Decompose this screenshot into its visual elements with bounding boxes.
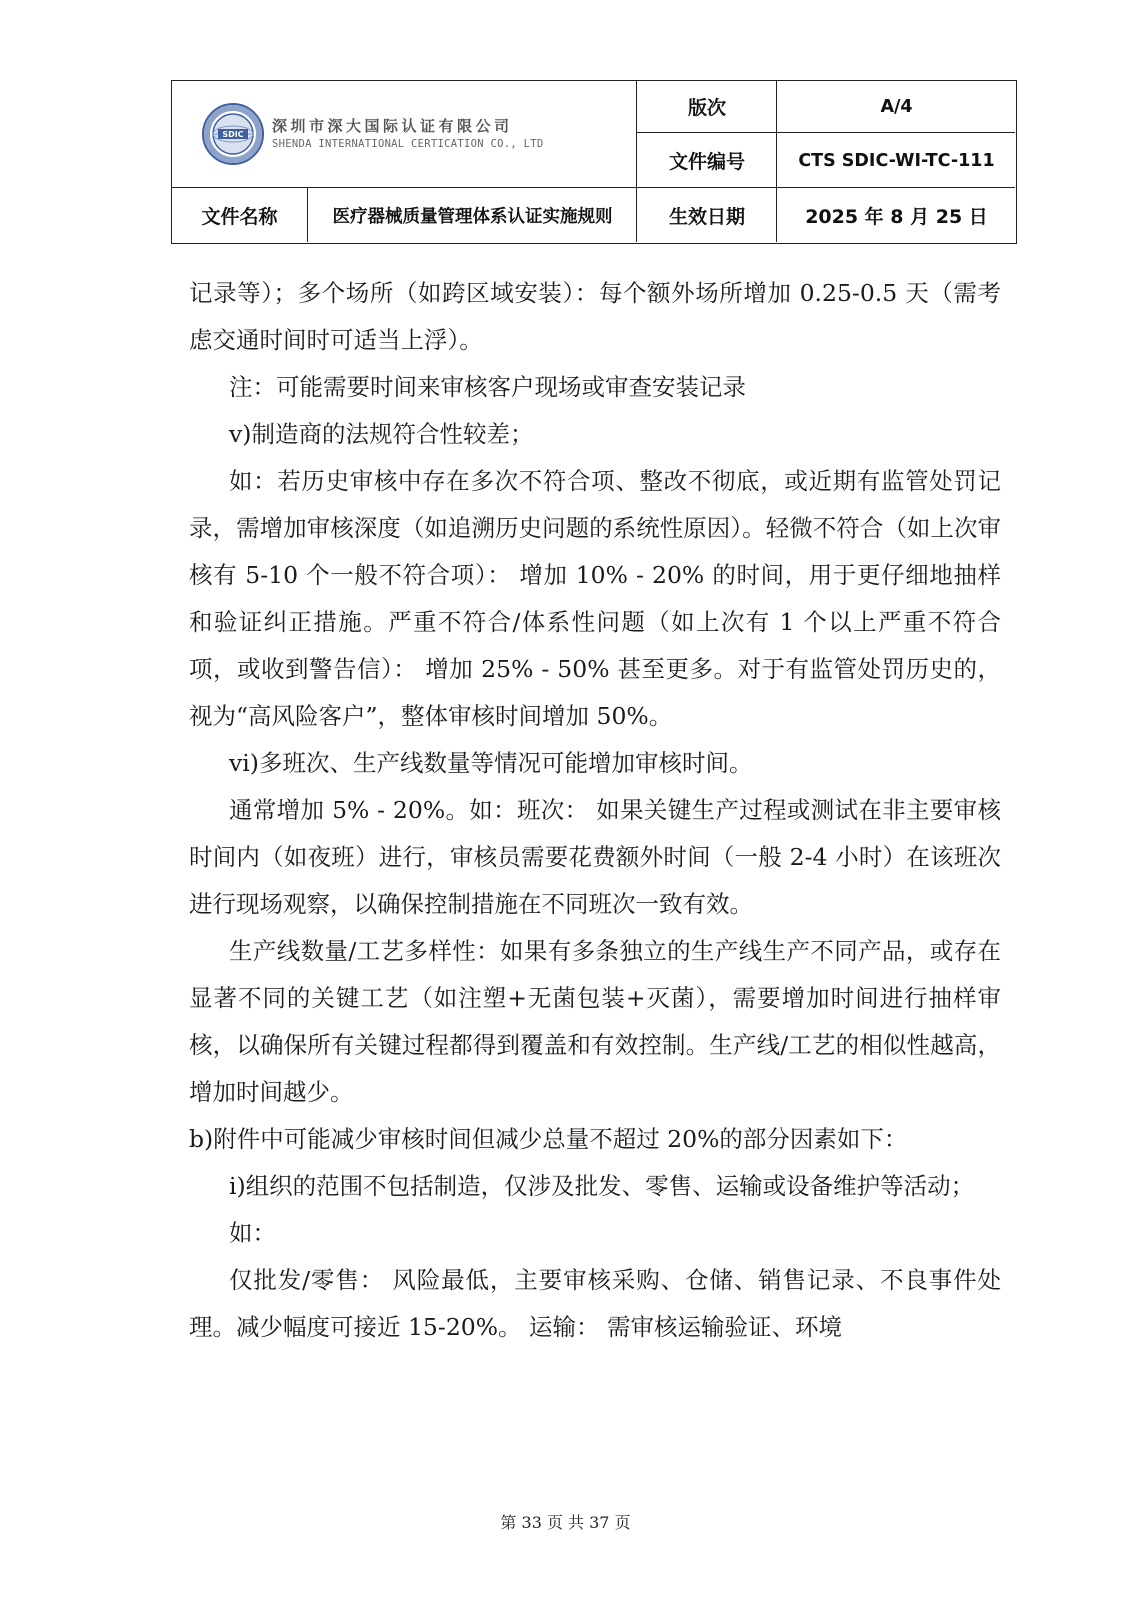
body-paragraph: 如：若历史审核中存在多次不符合项、整改不彻底，或近期有监管处罚记录，需增加审核深度（如追溯历史问题的系统性原因）。轻微不符合（如上次审核有 5-10 个一般不符合项）： 增加 10% - 20% 的时间，用于更仔细地抽样和验证纠正措施。严重不符合/体系性问题（如上次有 1 个以上严重不符合项，或收到警告信）： 增加 25% - 50% 甚至更多。对于有监管处罚历史的，视为“高风险客户”，整体审核时间增加 50%。 xyxy=(189,467,1001,730)
body-paragraph: 仅批发/零售： 风险最低，主要审核采购、仓储、销售记录、不良事件处理。减少幅度可接近 15-20%。 运输： 需审核运输验证、环境 xyxy=(189,1266,1001,1341)
header-divider xyxy=(636,132,1015,133)
body-paragraph: i)组织的范围不包括制造，仅涉及批发、零售、运输或设备维护等活动； xyxy=(229,1172,975,1200)
body-paragraph: 如： xyxy=(229,1219,276,1247)
header-divider xyxy=(307,187,308,242)
body-paragraph: 生产线数量/工艺多样性：如果有多条独立的生产线生产不同产品，或存在显著不同的关键工艺（如注塑+无菌包装+灭菌），需要增加时间进行抽样审核，以确保所有关键过程都得到覆盖和有效控制。生产线/工艺的相似性越高，增加时间越少。 xyxy=(189,937,1001,1106)
company-seal-logo xyxy=(202,103,264,165)
body-paragraph: 注：可能需要时间来审核客户现场或审查安装记录 xyxy=(229,373,746,401)
company-name-cn: 深圳市深大国际认证有限公司 xyxy=(272,116,513,135)
doc-number-value: CTS SDIC-WI-TC-111 xyxy=(798,150,995,171)
doc-number-label: 文件编号 xyxy=(668,151,745,173)
header-divider xyxy=(776,81,777,242)
header-divider xyxy=(172,187,1015,188)
doc-name-label: 文件名称 xyxy=(201,206,278,228)
document-header-table xyxy=(171,80,1017,244)
effective-date-value: 2025 年 8 月 25 日 xyxy=(805,206,988,228)
body-paragraph: 通常增加 5% - 20%。如：班次： 如果关键生产过程或测试在非主要审核时间内（如夜班）进行，审核员需要花费额外时间（一般 2-4 小时）在该班次进行现场观察，以确保控制措施在不同班次一致有效。 xyxy=(189,796,1001,918)
body-paragraph: v)制造商的法规符合性较差； xyxy=(229,420,534,448)
company-name-en: SHENDA INTERNATIONAL CERTICATION CO., LTD xyxy=(272,137,544,150)
company-logo-cell xyxy=(172,81,636,187)
header-divider xyxy=(636,81,637,242)
body-paragraph: b)附件中可能减少审核时间但减少总量不超过 20%的部分因素如下： xyxy=(189,1125,908,1153)
version-value: A/4 xyxy=(880,96,913,117)
effective-date-label: 生效日期 xyxy=(668,206,745,228)
body-paragraph: vi)多班次、生产线数量等情况可能增加审核时间。 xyxy=(229,749,753,777)
page-number: 第 33 页 共 37 页 xyxy=(500,1513,631,1532)
doc-name-value: 医疗器械质量管理体系认证实施规则 xyxy=(332,207,613,227)
body-paragraph: 记录等）；多个场所（如跨区域安装）：每个额外场所增加 0.25-0.5 天（需考虑交通时间时可适当上浮）。 xyxy=(189,279,1001,354)
logo-text: SDIC xyxy=(222,130,244,139)
version-label: 版次 xyxy=(687,97,726,119)
document-body xyxy=(189,270,1001,1351)
